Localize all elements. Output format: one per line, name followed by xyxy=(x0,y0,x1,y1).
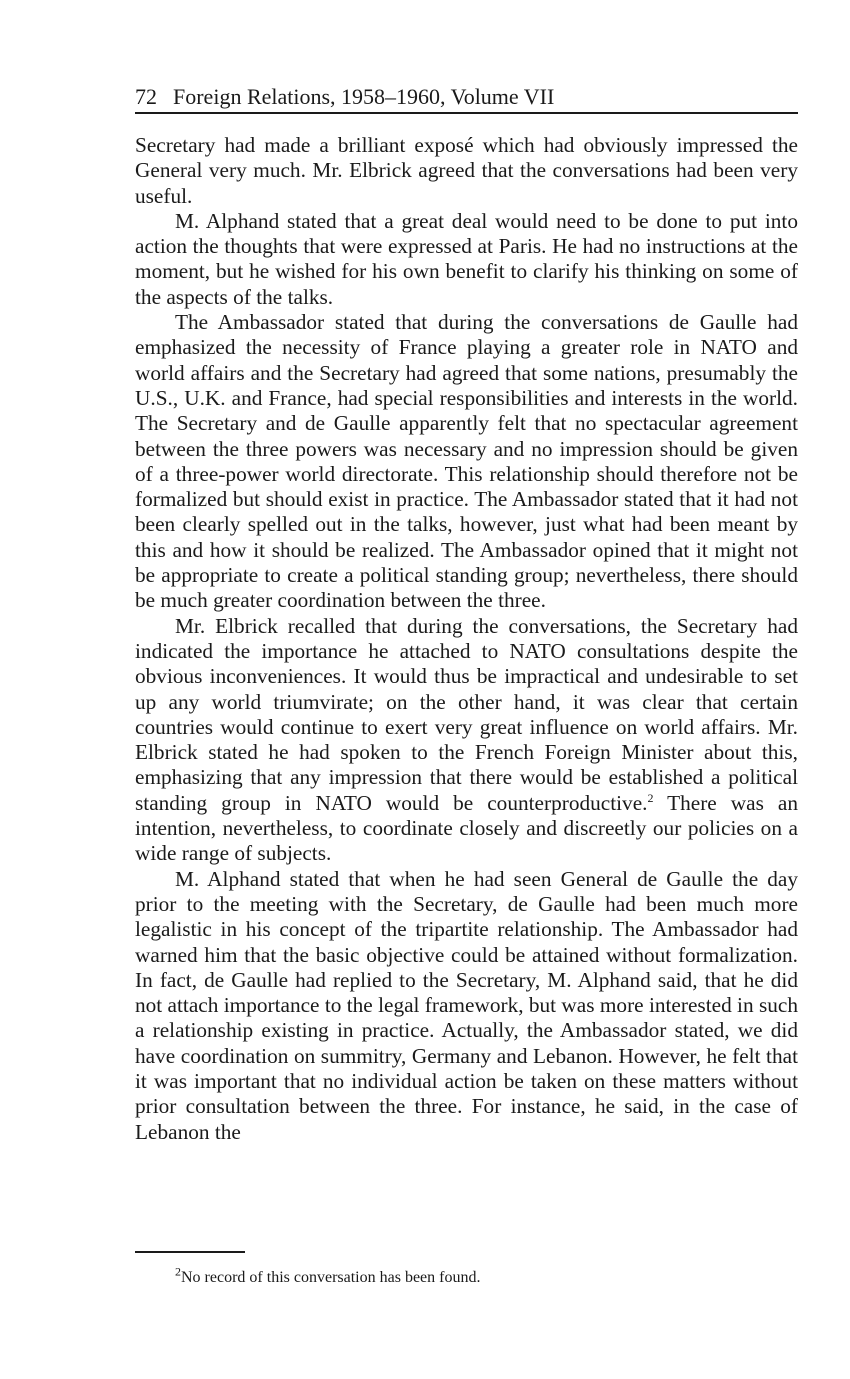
footnote-text: No record of this conversation has been found. xyxy=(181,1269,481,1286)
paragraph-4-text-end: There was an intention, nevertheless, to coordinate closely and discreetly our policies on a wide range of subjects. xyxy=(135,790,799,866)
footnote-number: 2 xyxy=(175,1264,181,1279)
running-title: Foreign Relations, 1958–1960, Volume VII xyxy=(173,84,555,109)
page-number: 72 xyxy=(135,84,157,109)
footnote xyxy=(175,1266,480,1290)
paragraph-3: The Ambassador stated that during the conversations de Gaulle had emphasized the necessity of France playing a greater role in NATO and world affairs and the Secretary had agreed that some nations, presumably the U.S., U.K. and France, had special responsibilities and interests in the world. The Secretary and de Gaulle apparently felt that no spectacular agreement between the three powers was necessary and no impression should be given of a three-power world directorate. This relationship should therefore not be formalized but should exist in practice. The Ambassador stated that it had not been clearly spelled out in the talks, however, just what had been meant by this and how it should be realized. The Ambassador opined that it might not be appropriate to create a political standing group; nevertheless, there should be much greater coordination between the three. xyxy=(135,310,798,613)
paragraph-5: M. Alphand stated that when he had seen General de Gaulle the day prior to the meeting with the Secretary, de Gaulle had been much more legalistic in his concept of the tripartite relationship. The Ambassador had warned him that the basic objective could be attained without formalization. In fact, de Gaulle had replied to the Secretary, M. Alphand said, that he did not attach importance to the legal framework, but was more interested in such a relationship existing in practice. Actually, the Ambassador stated, we did have coordination on summitry, Germany and Lebanon. However, he felt that it was important that no individual action be taken on these matters without prior consultation between the three. For instance, he said, in the case of Lebanon the xyxy=(135,866,798,1144)
body-text xyxy=(135,133,798,1145)
paragraph-1: Secretary had made a brilliant exposé which had obviously impressed the General very much. Mr. Elbrick agreed that the conversations had been very useful. xyxy=(135,133,798,208)
paragraph-4 xyxy=(135,614,798,867)
paragraph-4-text-start: Mr. Elbrick recalled that during the conversations, the Secretary had indicated the importance he attached to NATO consultations despite the obvious inconveniences. It would thus be impractical and undesirable to set up any world triumvirate; on the other hand, it was clear that certain countries would continue to exert very great influence on world affairs. Mr. Elbrick stated he had spoken to the French Foreign Minister about this, emphasizing that any impression that there would be established a political standing group in NATO would be counterproductive. xyxy=(135,613,798,815)
running-head xyxy=(135,82,798,114)
paragraph-2: M. Alphand stated that a great deal would need to be done to put into action the thoughts that were expressed at Paris. He had no instructions at the moment, but he wished for his own benefit to clarify his thinking on some of the aspects of the talks. xyxy=(135,208,798,309)
footnote-divider xyxy=(135,1251,245,1253)
footnote-reference[interactable]: 2 xyxy=(647,790,654,805)
